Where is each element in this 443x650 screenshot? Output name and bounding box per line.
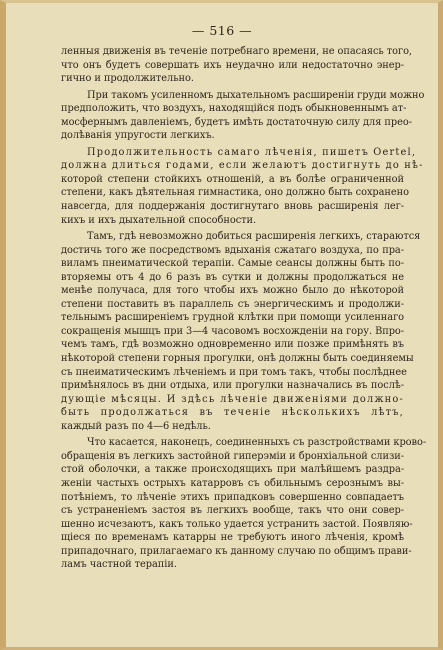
text-line: нѣкоторой степени горныя прогулки, онѣ должны быть соединяемы: [61, 353, 414, 365]
text-line: долѣванія упругости легкихъ.: [61, 130, 215, 142]
text-line: предположить, что воздухъ, находящійся подъ обыкновеннымъ ат-: [61, 103, 407, 115]
text-line: дующіе мѣсяцы. И здѣсь лѣченіе движеніями должно-: [61, 393, 404, 405]
page-body: [61, 45, 427, 572]
text-line: степени, какъ дѣятельная гимнастика, оно должно быть сохранено: [61, 187, 409, 199]
text-line: чемъ тамъ, гдѣ возможно одновременно или позже примѣнять въ: [61, 339, 404, 351]
text-line: съ пнеиматическимъ лѣченіемъ и при томъ такъ, чтобы послѣднее: [61, 366, 407, 378]
text-line: щіеся по временамъ катарры не требуютъ иного лѣченія, кромѣ: [61, 532, 404, 544]
text-line: ламъ частной терапіи.: [61, 559, 177, 571]
text-line: гично и продолжительно.: [61, 73, 194, 85]
text-line: женіи частыхъ острыхъ катарровъ съ обильнымъ серознымъ вы-: [61, 477, 404, 489]
text-line: Тамъ, гдѣ невозможно добиться расширенія легкихъ, стараются: [87, 231, 421, 243]
text-line: припадочнаго, прилагаемаго къ данному случаю по общимъ прави-: [61, 545, 412, 557]
text-line: ленныя движенія въ теченіе потребнаго времени, не опасаясь того,: [61, 46, 412, 57]
text-line: кихъ и ихъ дыхательной способности.: [61, 214, 257, 226]
text-line: примѣнялось въ дни отдыха, или прогулки назначались въ послѣ-: [61, 380, 404, 392]
text-line: менѣе получаса, для того чтобы ихъ можно было до нѣкоторой: [61, 285, 404, 297]
text-line: мосфернымъ давленіемъ, будетъ имѣть достаточную силу для прео-: [61, 116, 412, 128]
text-line: тельнымъ расширеніемъ грудной клѣтки при помощи усиленнаго: [61, 312, 404, 324]
text-line: навсегда, для поддержанія достигнутаго вновь расширенія лег-: [61, 201, 404, 213]
text-line: съ устраненіемъ застоя въ легкихъ вообще, такъ что они совер-: [61, 505, 404, 517]
text-line: вторяемы отъ 4 до 6 разъ въ сутки и должны продолжаться не: [61, 271, 404, 283]
text-line: должна длиться годами, если желаютъ достигнуть до нѣ-: [61, 160, 424, 172]
text-line: сокращенія мышцъ при 3—4 часовомъ восхожденіи на гору. Впро-: [61, 325, 405, 337]
page-number: — 516 —: [191, 23, 253, 38]
text-line: При такомъ усиленномъ дыхательномъ расширеніи груди можно: [87, 89, 425, 101]
text-line: обращенія въ легкихъ застойной гиперэміи и бронхіальной слизи-: [61, 450, 404, 462]
text-line: шенно исчезаютъ, какъ только удается устранить застой. Появляю-: [61, 518, 413, 530]
text-line: степени поставить въ параллель съ энергическимъ и продолжи-: [61, 298, 404, 310]
text-line: стой оболочки, а также происходящихъ при малѣйшемъ раздра-: [61, 464, 404, 476]
text-line: что онъ будетъ совершать ихъ неудачно или недостаточно энер-: [61, 59, 404, 71]
text-line: виламъ пнеиматической терапіи. Самые сеансы должны быть по-: [61, 258, 404, 270]
text-line: Продолжительность самаго лѣченія, пишетъ Oertel,: [87, 146, 417, 158]
text-line: достичь того же посредствомъ вдыханія сжатаго воздуха, по пра-: [61, 244, 404, 256]
text-line: каждый разъ по 4—6 недѣль.: [61, 420, 211, 432]
text-line: быть продолжаться въ теченіе нѣсколькихъ лѣтъ,: [61, 407, 404, 419]
text-line: Что касается, наконецъ, соединенныхъ съ разстройствами крово-: [87, 437, 427, 449]
text-line: потѣніемъ, то лѣченіе этихъ припадковъ совершенно совпадаетъ: [61, 491, 404, 503]
text-line: которой степени стойкихъ отношеній, а въ болѣе ограниченной: [61, 173, 404, 185]
